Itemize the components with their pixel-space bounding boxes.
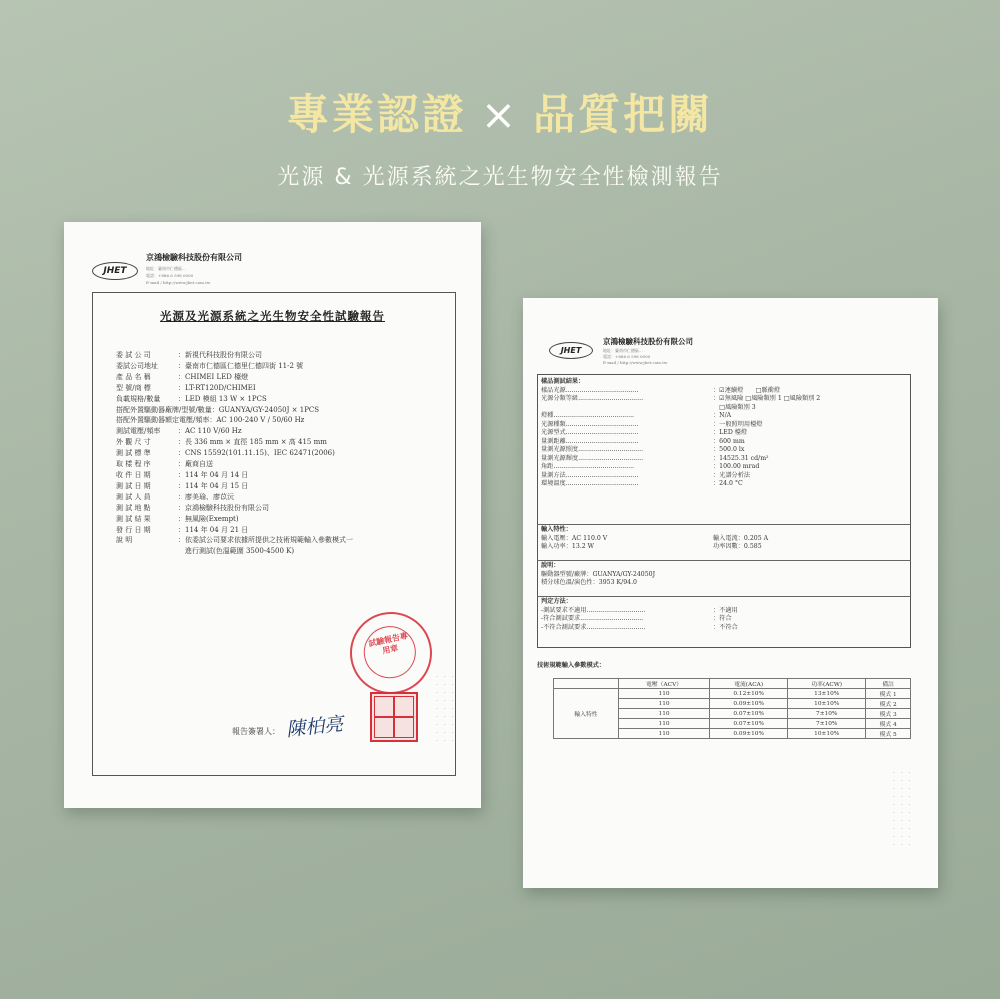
report-cover-sheet: [64, 222, 481, 808]
input-left: 輸入功率：13.2 W: [541, 543, 595, 550]
hero-title-part1: 專業認證: [286, 90, 467, 139]
report-field-row: [116, 383, 353, 394]
tech-cell: 0.07±10%: [710, 719, 788, 729]
field-value: ：依委試公司要求依據所提供之技術規範輸入參數模式一: [178, 536, 353, 545]
tech-cell: 10±10%: [788, 699, 866, 709]
tech-header: 備註: [866, 679, 911, 689]
report-field-row: [116, 361, 353, 372]
sample-row: [541, 438, 820, 447]
field-value: ：CHIMEI LED 檯燈: [178, 372, 249, 381]
judge-row: [541, 624, 738, 633]
sample-key: 量測方法.....................................: [541, 471, 639, 479]
hero-subtitle: 光源 & 光源系統之光生物安全性檢測報告: [277, 165, 723, 190]
report-title: 光源及光源系統之光生物安全性試驗報告: [160, 309, 385, 323]
tech-cell: 110: [619, 729, 710, 739]
report-field-row: [116, 535, 353, 546]
input-right: 輸入電流：0.205 A: [713, 534, 769, 542]
tech-cell: 110: [619, 719, 710, 729]
hero-separator: ×: [480, 90, 520, 139]
field-value: ：114 年 04 月 15 日: [178, 481, 249, 490]
sample-value: □風險類別 3: [713, 403, 756, 411]
field-value: ：114 年 04 月 21 日: [178, 525, 249, 534]
field-value: ：AC 100-240 V / 50/60 Hz: [209, 416, 305, 425]
sample-key: 燈種.........................................: [541, 412, 635, 419]
margin-dots: · · · · · · · · · · · · · · · · · · · · · · · · · · · · · ·: [893, 770, 913, 849]
sample-row: [541, 480, 820, 489]
company-logo: JHET: [549, 342, 593, 359]
sample-key: 光源種類.....................................: [541, 420, 639, 428]
judge-title: 判定方法：: [541, 598, 572, 605]
tech-cell: 0.09±10%: [710, 729, 788, 739]
field-key: 測 試 人 員: [116, 492, 151, 501]
results-sheet: [523, 298, 938, 888]
field-value: ：114 年 04 月 14 日: [178, 470, 249, 479]
field-key: 委試公司地址: [116, 361, 158, 370]
field-key: 測試電壓/頻率: [116, 427, 161, 436]
tech-cell: 模式 5: [866, 729, 911, 739]
sample-row: [541, 412, 820, 421]
sample-row: [541, 429, 820, 438]
tech-row: [554, 689, 911, 699]
field-value: ：AC 110 V/60 Hz: [178, 427, 242, 436]
sample-value: ：☑連續燈 □脈衝燈: [713, 386, 781, 394]
signer-label: 報告簽署人：: [232, 727, 280, 736]
hero: [0, 82, 1000, 191]
hero-title-part2: 品質把關: [533, 90, 714, 139]
tech-header: 電壓（ACV）: [619, 679, 710, 689]
stamp-cell: [374, 717, 394, 738]
section-divider: [537, 596, 911, 597]
tech-cell: 110: [619, 709, 710, 719]
judge-row: [541, 615, 738, 624]
report-field-row: [116, 394, 353, 405]
sample-value: ：光譜分析法: [713, 471, 751, 479]
company-phone: 電話：+886 6 598 0000: [603, 354, 651, 359]
tech-header: 電流(ACA): [710, 679, 788, 689]
sample-key: 量測光源輝度.................................: [541, 454, 644, 462]
tech-cell: 7±10%: [788, 709, 866, 719]
company-web: E-mail / http://www.jhet.com.tw: [603, 360, 668, 365]
tech-cell: 0.12±10%: [710, 689, 788, 699]
field-key: 負載規格/數量: [116, 394, 161, 403]
report-field-row: [116, 525, 353, 536]
sample-row: [541, 395, 820, 404]
judge-value: ：符合: [713, 615, 732, 622]
stamp-cell: [394, 717, 414, 738]
field-value: ：廖美瑜、廖苡沅: [178, 492, 234, 501]
report-field-row: [116, 470, 353, 481]
sample-value: ：600 mm: [713, 437, 745, 445]
sample-value: ：14525.31 cd/m²: [713, 454, 769, 462]
company-phone: 電話：+886 6 598 0000: [146, 273, 194, 278]
field-value: ：CNS 15592(101.11.15)、IEC 62471(2006): [178, 449, 335, 458]
field-key: 測 試 標 準: [116, 449, 151, 458]
report-field-row: [116, 350, 353, 361]
tech-cell: 10±10%: [788, 729, 866, 739]
input-left: 輸入電壓：AC 110.0 V: [541, 534, 608, 542]
stamp-text: 試驗報告專用章: [367, 630, 409, 656]
field-value: ：京鴻檢驗科技股份有限公司: [178, 503, 269, 512]
judge-section: [541, 598, 738, 632]
report-field-row: [116, 372, 353, 383]
report-field-row: [116, 426, 353, 437]
tech-header: 功率(ACW): [788, 679, 866, 689]
input-row: [541, 543, 768, 552]
judge-value: ：不符合: [713, 623, 738, 631]
section-divider: [537, 560, 911, 561]
field-key: 委 試 公 司: [116, 351, 151, 359]
tech-cell: 模式 3: [866, 709, 911, 719]
sample-row: [541, 463, 820, 472]
sample-value: ：一般照明用檯燈: [713, 420, 763, 428]
field-value: ：新視代科技股份有限公司: [178, 351, 262, 359]
note-row: 積分球色溫/演色性：3953 K/94.0: [541, 579, 637, 586]
company-name: 京鴻檢驗科技股份有限公司: [603, 337, 693, 346]
report-field-row: [116, 492, 353, 503]
report-field-row: [116, 481, 353, 492]
field-key: 測 試 結 果: [116, 514, 151, 523]
input-section: [541, 526, 768, 552]
tech-cell: 13±10%: [788, 689, 866, 699]
company-web: E-mail / http://www.jhet.com.tw: [146, 280, 211, 285]
sample-key: 環境溫度.....................................: [541, 480, 639, 487]
field-value: ：廠商自送: [178, 460, 213, 469]
tech-corner-cell: [554, 679, 619, 689]
sample-key: 樣品光源.....................................: [541, 386, 639, 394]
tech-row-label: 輸入特性: [554, 689, 619, 739]
judge-key: -不符合測試要求..............................: [541, 623, 646, 631]
stamp-cell: [394, 696, 414, 717]
tech-header-row: [554, 679, 911, 689]
stamp-cell: [374, 696, 394, 717]
company-logo: JHET: [92, 262, 138, 280]
input-title: 輸入特性：: [541, 526, 572, 533]
note-row: 驅動器型號/廠牌：GUANYA/GY-24050J: [541, 570, 656, 578]
report-field-row: [116, 459, 353, 470]
report-field-row: [116, 405, 353, 416]
sample-row: [541, 472, 820, 481]
sample-row: [541, 455, 820, 464]
tech-spec-table: [553, 678, 911, 739]
tech-cell: 模式 2: [866, 699, 911, 709]
report-field-row: [116, 448, 353, 459]
company-address: 地址：臺南市仁德區...: [603, 348, 643, 353]
tech-cell: 7±10%: [788, 719, 866, 729]
judge-key: -符合測試要求................................: [541, 615, 644, 622]
note-section: [541, 562, 655, 588]
input-right: 功率因數：0.585: [713, 543, 762, 550]
field-key: 發 行 日 期: [116, 525, 151, 534]
input-row: [541, 535, 768, 544]
field-value: ：長 336 mm × 直徑 185 mm × 高 415 mm: [178, 438, 327, 447]
field-key: 收 件 日 期: [116, 470, 151, 479]
sample-row: [541, 421, 820, 430]
report-field-row: [116, 514, 353, 525]
field-key: 測 試 日 期: [116, 481, 151, 490]
sample-row: [541, 387, 820, 396]
sample-value: ：LED 檯燈: [713, 429, 748, 436]
report-square-stamp: [370, 692, 418, 742]
margin-dots: · · · · · · · · · · · · · · · · · · · · · · · · · · ·: [436, 674, 456, 745]
company-address: 地址：臺南市仁德區...: [146, 266, 186, 271]
sample-key: 量測光源照度.................................: [541, 446, 644, 453]
report-fields: [116, 350, 353, 557]
tech-spec-title: 技術規範輸入參數模式：: [537, 662, 606, 669]
sample-value: ：☑無風險 □風險類別 1 □風險類別 2: [713, 395, 821, 402]
field-key: 型 號/商 標: [116, 383, 151, 392]
report-field-row: [116, 437, 353, 448]
field-key: 外 觀 尺 寸: [116, 438, 151, 447]
sample-value: ：500.0 lx: [713, 446, 745, 453]
sample-value: ：N/A: [713, 412, 732, 419]
tech-cell: 模式 4: [866, 719, 911, 729]
tech-cell: 110: [619, 699, 710, 709]
field-key: 搭配外置驅動器廠牌/型號/數量: [116, 405, 212, 414]
sample-key: 光源型式.....................................: [541, 429, 639, 436]
tech-cell: 110: [619, 689, 710, 699]
field-value: ：LT-RT120D/CHIMEI: [178, 383, 256, 392]
signature: 陳柏亮: [285, 713, 345, 741]
sample-row: [541, 446, 820, 455]
sample-results-title: 樣品測試結果：: [541, 378, 585, 385]
judge-row: [541, 607, 738, 616]
report-field-row: [116, 546, 353, 557]
report-field-row: [116, 503, 353, 514]
note-title: 說明：: [541, 562, 560, 569]
section-divider: [537, 524, 911, 525]
field-key: 取 樣 程 序: [116, 460, 151, 469]
field-value: 進行測試(色溫範圍 3500-4500 K): [178, 547, 295, 556]
sample-key: 量測距離.....................................: [541, 437, 639, 445]
sample-key: 角距.........................................: [541, 463, 635, 470]
tech-cell: 0.07±10%: [710, 709, 788, 719]
report-field-row: [116, 415, 353, 426]
field-key: 搭配外置驅動器額定電壓/頻率: [116, 416, 210, 425]
field-key: 產 品 名 稱: [116, 372, 151, 381]
field-key: 說 明: [116, 536, 133, 545]
judge-key: -測試要求不適用..............................: [541, 606, 646, 614]
judge-value: ：不適用: [713, 606, 738, 614]
field-value: ：GUANYA/GY-24050J × 1PCS: [211, 405, 320, 414]
sample-results-section: [541, 378, 820, 489]
field-value: ：LED 模組 13 W × 1PCS: [178, 394, 267, 403]
field-value: ：臺南市仁德區仁德里仁德四街 11-2 號: [178, 361, 304, 370]
sample-key: 光源分類等級.................................: [541, 395, 644, 402]
sample-value: ：100.00 mrad: [713, 463, 760, 470]
company-name: 京鴻檢驗科技股份有限公司: [146, 252, 242, 262]
field-value: ：無風險(Exempt): [178, 514, 239, 523]
field-key: 測 試 地 點: [116, 503, 151, 512]
tech-cell: 模式 1: [866, 689, 911, 699]
tech-cell: 0.09±10%: [710, 699, 788, 709]
sample-value: ：24.0 °C: [713, 480, 743, 487]
sample-row: [541, 404, 820, 413]
hero-title: [0, 82, 1000, 142]
